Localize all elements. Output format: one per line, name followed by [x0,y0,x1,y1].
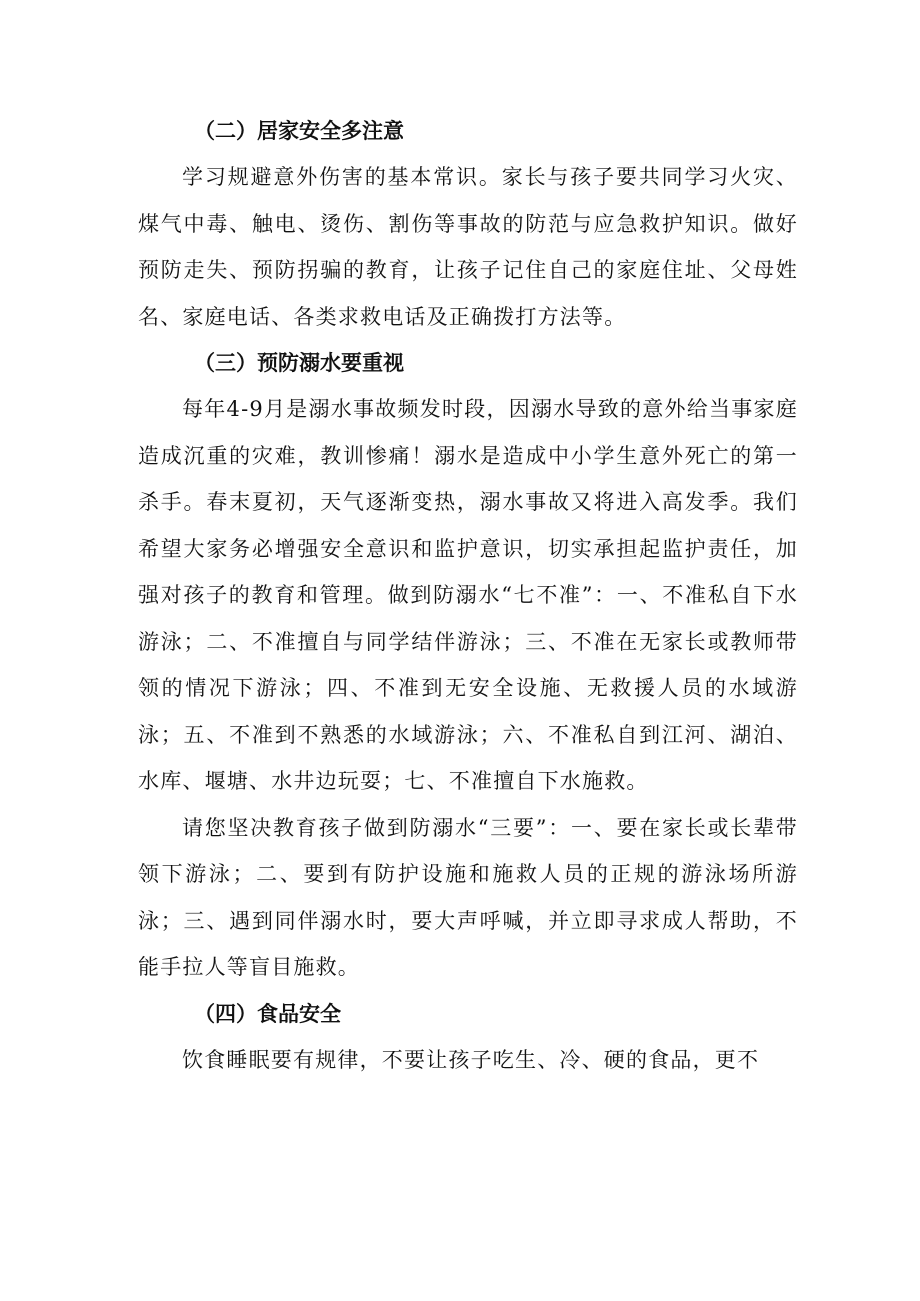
paragraph-drowning-seven-rules: 每年4-9月是溺水事故频发时段，因溺水导致的意外给当事家庭造成沉重的灾难，教训惨痛！溺水是造成中小学生意外死亡的第一杀手。春末夏初，天气逐渐变热，溺水事故又将进入高发季。我们希望大家务必增强安全意识和监护意识，切实承担起监护责任，加强对孩子的教育和管理。做到防溺水“七不准”：一、不准私自下水游泳；二、不准擅自与同学结伴游泳；三、不准在无家长或教师带领的情况下游泳；四、不准到无安全设施、无救援人员的水域游泳；五、不准到不熟悉的水域游泳；六、不准私自到江河、湖泊、水库、堰塘、水井边玩耍；七、不准擅自下水施救。 [138,397,798,793]
paragraph-food-safety: 饮食睡眠要有规律，不要让孩子吃生、冷、硬的食品，更不 [182,1047,760,1072]
section-heading-home-safety: （二）居家安全多注意 [194,118,404,143]
paragraph-home-safety: 学习规避意外伤害的基本常识。家长与孩子要共同学习火灾、煤气中毒、触电、烫伤、割伤等事故的防范与应急救护知识。做好预防走失、预防拐骗的教育，让孩子记住自己的家庭住址、父母姓名、家庭电话、各类求救电话及正确拨打方法等。 [138,165,798,329]
paragraph-drowning-three-musts: 请您坚决教育孩子做到防溺水“三要”：一、要在家长或长辈带领下游泳；二、要到有防护设施和施救人员的正规的游泳场所游泳；三、遇到同伴溺水时，要大声呼喊，并立即寻求成人帮助，不能手拉人等盲目施救。 [138,815,798,979]
document-page [138,108,798,1083]
section-heading-drowning-prevention: （三）预防溺水要重视 [194,350,404,375]
section-heading-food-safety: （四）食品安全 [194,1000,341,1026]
